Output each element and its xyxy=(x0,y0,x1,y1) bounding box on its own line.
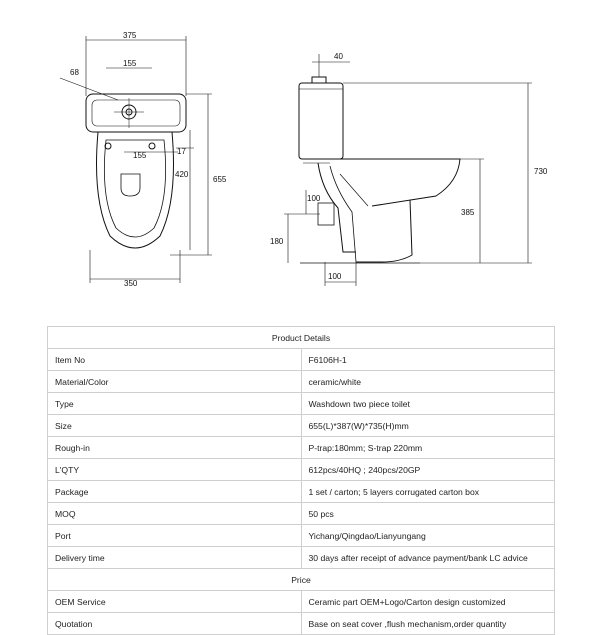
row-value: ceramic/white xyxy=(301,371,555,393)
dim-base-width: 350 xyxy=(124,279,138,288)
dim-bowl-depth: 420 xyxy=(175,170,189,179)
row-label: Size xyxy=(48,415,302,437)
product-details-table xyxy=(47,326,555,635)
table-row xyxy=(48,613,555,635)
row-value: 50 pcs xyxy=(301,503,555,525)
row-value: Base on seat cover ,flush mechanism,order quantity xyxy=(301,613,555,635)
row-label: Delivery time xyxy=(48,547,302,569)
dim-bolt-offset: 17 xyxy=(177,147,186,156)
dim-rough-in: 180 xyxy=(270,237,284,246)
dim-outlet-height: 100 xyxy=(307,194,321,203)
row-value: 612pcs/40HQ ; 240pcs/20GP xyxy=(301,459,555,481)
row-label: Material/Color xyxy=(48,371,302,393)
dim-side-offset: 68 xyxy=(70,68,79,77)
dim-bolt-spacing: 155 xyxy=(133,151,147,160)
table-header-price: Price xyxy=(48,569,555,591)
row-value: 1 set / carton; 5 layers corrugated carton box xyxy=(301,481,555,503)
table-row xyxy=(48,371,555,393)
table-row xyxy=(48,459,555,481)
dim-inner-width: 155 xyxy=(123,59,137,68)
dim-inlet: 40 xyxy=(334,52,343,61)
row-label: Item No xyxy=(48,349,302,371)
row-value: Ceramic part OEM+Logo/Carton design customized xyxy=(301,591,555,613)
table-row xyxy=(48,415,555,437)
table-row xyxy=(48,525,555,547)
table-row xyxy=(48,547,555,569)
row-label: Quotation xyxy=(48,613,302,635)
table-row xyxy=(48,393,555,415)
row-value: Washdown two piece toilet xyxy=(301,393,555,415)
row-label: Rough-in xyxy=(48,437,302,459)
table-header-row xyxy=(48,327,555,349)
table-row xyxy=(48,437,555,459)
table-header-product-details: Product Details xyxy=(48,327,555,349)
row-value: 30 days after receipt of advance payment/bank LC advice xyxy=(301,547,555,569)
dim-outlet-width: 100 xyxy=(328,272,342,281)
table-row xyxy=(48,481,555,503)
table-row xyxy=(48,503,555,525)
side-view xyxy=(284,54,532,286)
row-value: P-trap:180mm; S-trap 220mm xyxy=(301,437,555,459)
row-label: Type xyxy=(48,393,302,415)
table-row xyxy=(48,349,555,371)
row-label: OEM Service xyxy=(48,591,302,613)
dim-seat-height: 385 xyxy=(461,208,475,217)
table-row xyxy=(48,591,555,613)
row-label: MOQ xyxy=(48,503,302,525)
row-label: Package xyxy=(48,481,302,503)
row-label: L'QTY xyxy=(48,459,302,481)
dim-overall-height: 730 xyxy=(534,167,548,176)
row-value: 655(L)*387(W)*735(H)mm xyxy=(301,415,555,437)
row-value: F6106H-1 xyxy=(301,349,555,371)
row-label: Port xyxy=(48,525,302,547)
dim-width-top: 375 xyxy=(123,31,137,40)
table-section-row xyxy=(48,569,555,591)
row-value: Yichang/Qingdao/Lianyungang xyxy=(301,525,555,547)
dim-overall-length: 655 xyxy=(213,175,227,184)
